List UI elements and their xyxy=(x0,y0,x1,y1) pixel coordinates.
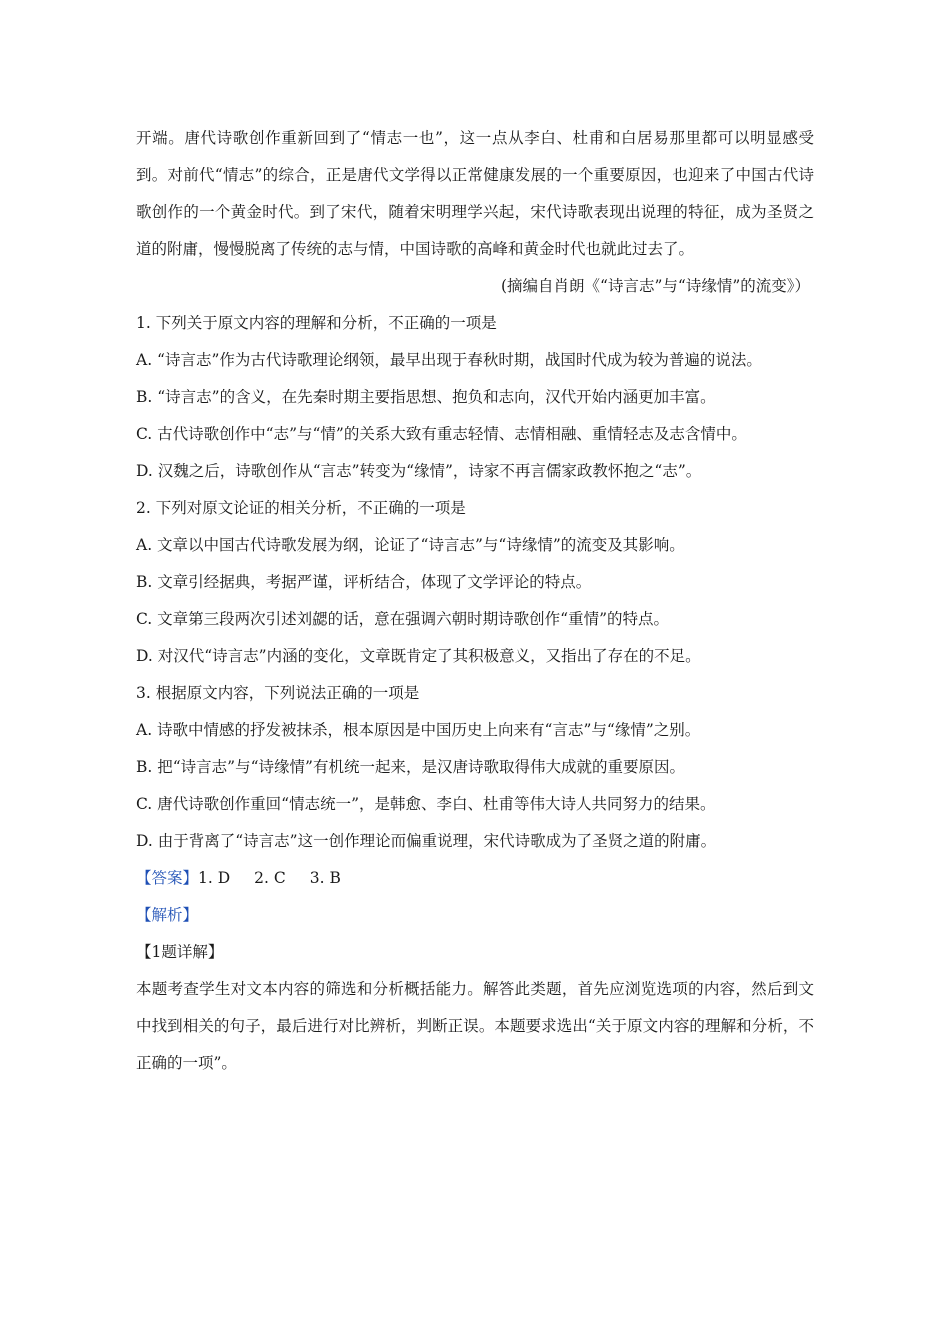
option-b: B. “诗言志”的含义，在先秦时期主要指思想、抱负和志向，汉代开始内涵更加丰富。 xyxy=(136,388,716,406)
option-a: A. 文章以中国古代诗歌发展为纲，论证了“诗言志”与“诗缘情”的流变及其影响。 xyxy=(136,536,685,554)
answer-item: 1. D xyxy=(198,869,231,887)
option-d: D. 对汉代“诗言志”内涵的变化，文章既肯定了其积极意义，又指出了存在的不足。 xyxy=(136,647,701,665)
answer-label: 【答案】 xyxy=(136,869,199,887)
option-b: B. 文章引经据典，考据严谨，评析结合，体现了文学评论的特点。 xyxy=(136,573,592,591)
question-3 xyxy=(136,675,814,860)
question-stem: 3. 根据原文内容，下列说法正确的一项是 xyxy=(136,684,420,702)
passage-paragraph: 开端。唐代诗歌创作重新回到了“情志一也”，这一点从李白、杜甫和白居易那里都可以明显感受到。对前代“情志”的综合，正是唐代文学得以正常健康发展的一个重要原因，也迎来了中国古代诗歌创作的一个黄金时代。到了宋代，随着宋明理学兴起，宋代诗歌表现出说理的特征，成为圣贤之道的附庸，慢慢脱离了传统的志与情，中国诗歌的高峰和黄金时代也就此过去了。 xyxy=(136,129,814,258)
option-c: C. 文章第三段两次引述刘勰的话，意在强调六朝时期诗歌创作“重情”的特点。 xyxy=(136,610,670,628)
passage-source: (摘编自肖朗《“诗言志”与“诗缘情”的流变》） xyxy=(501,277,810,295)
analysis-text: 本题考查学生对文本内容的筛选和分析概括能力。解答此类题，首先应浏览选项的内容，然后到文中找到相关的句子，最后进行对比辨析，判断正误。本题要求选出“关于原文内容的理解和分析，不正确的一项”。 xyxy=(136,980,814,1072)
question-2 xyxy=(136,490,814,675)
option-d: D. 由于背离了“诗言志”这一创作理论而偏重说理，宋代诗歌成为了圣贤之道的附庸。 xyxy=(136,832,717,850)
option-b: B. 把“诗言志”与“诗缘情”有机统一起来，是汉唐诗歌取得伟大成就的重要原因。 xyxy=(136,758,685,776)
question-stem: 1. 下列关于原文内容的理解和分析，不正确的一项是 xyxy=(136,314,497,332)
document-body xyxy=(136,120,814,1082)
option-d: D. 汉魏之后，诗歌创作从“言志”转变为“缘情”，诗家不再言儒家政教怀抱之“志”。 xyxy=(136,462,702,480)
analysis-label: 【解析】 xyxy=(136,906,199,924)
answer-line xyxy=(136,860,814,897)
question-1 xyxy=(136,305,814,490)
analysis-sub-heading: 【1题详解】 xyxy=(136,943,224,961)
answer-item: 2. C xyxy=(254,869,286,887)
option-c: C. 唐代诗歌创作重回“情志统一”，是韩愈、李白、杜甫等伟大诗人共同努力的结果。 xyxy=(136,795,716,813)
answer-item: 3. B xyxy=(309,869,341,887)
option-a: A. 诗歌中情感的抒发被抹杀，根本原因是中国历史上向来有“言志”与“缘情”之别。 xyxy=(136,721,701,739)
option-c: C. 古代诗歌创作中“志”与“情”的关系大致有重志轻情、志情相融、重情轻志及志含情中。 xyxy=(136,425,747,443)
analysis-heading xyxy=(136,897,814,934)
question-stem: 2. 下列对原文论证的相关分析，不正确的一项是 xyxy=(136,499,466,517)
option-a: A. “诗言志”作为古代诗歌理论纲领，最早出现于春秋时期，战国时代成为较为普遍的说法。 xyxy=(136,351,762,369)
